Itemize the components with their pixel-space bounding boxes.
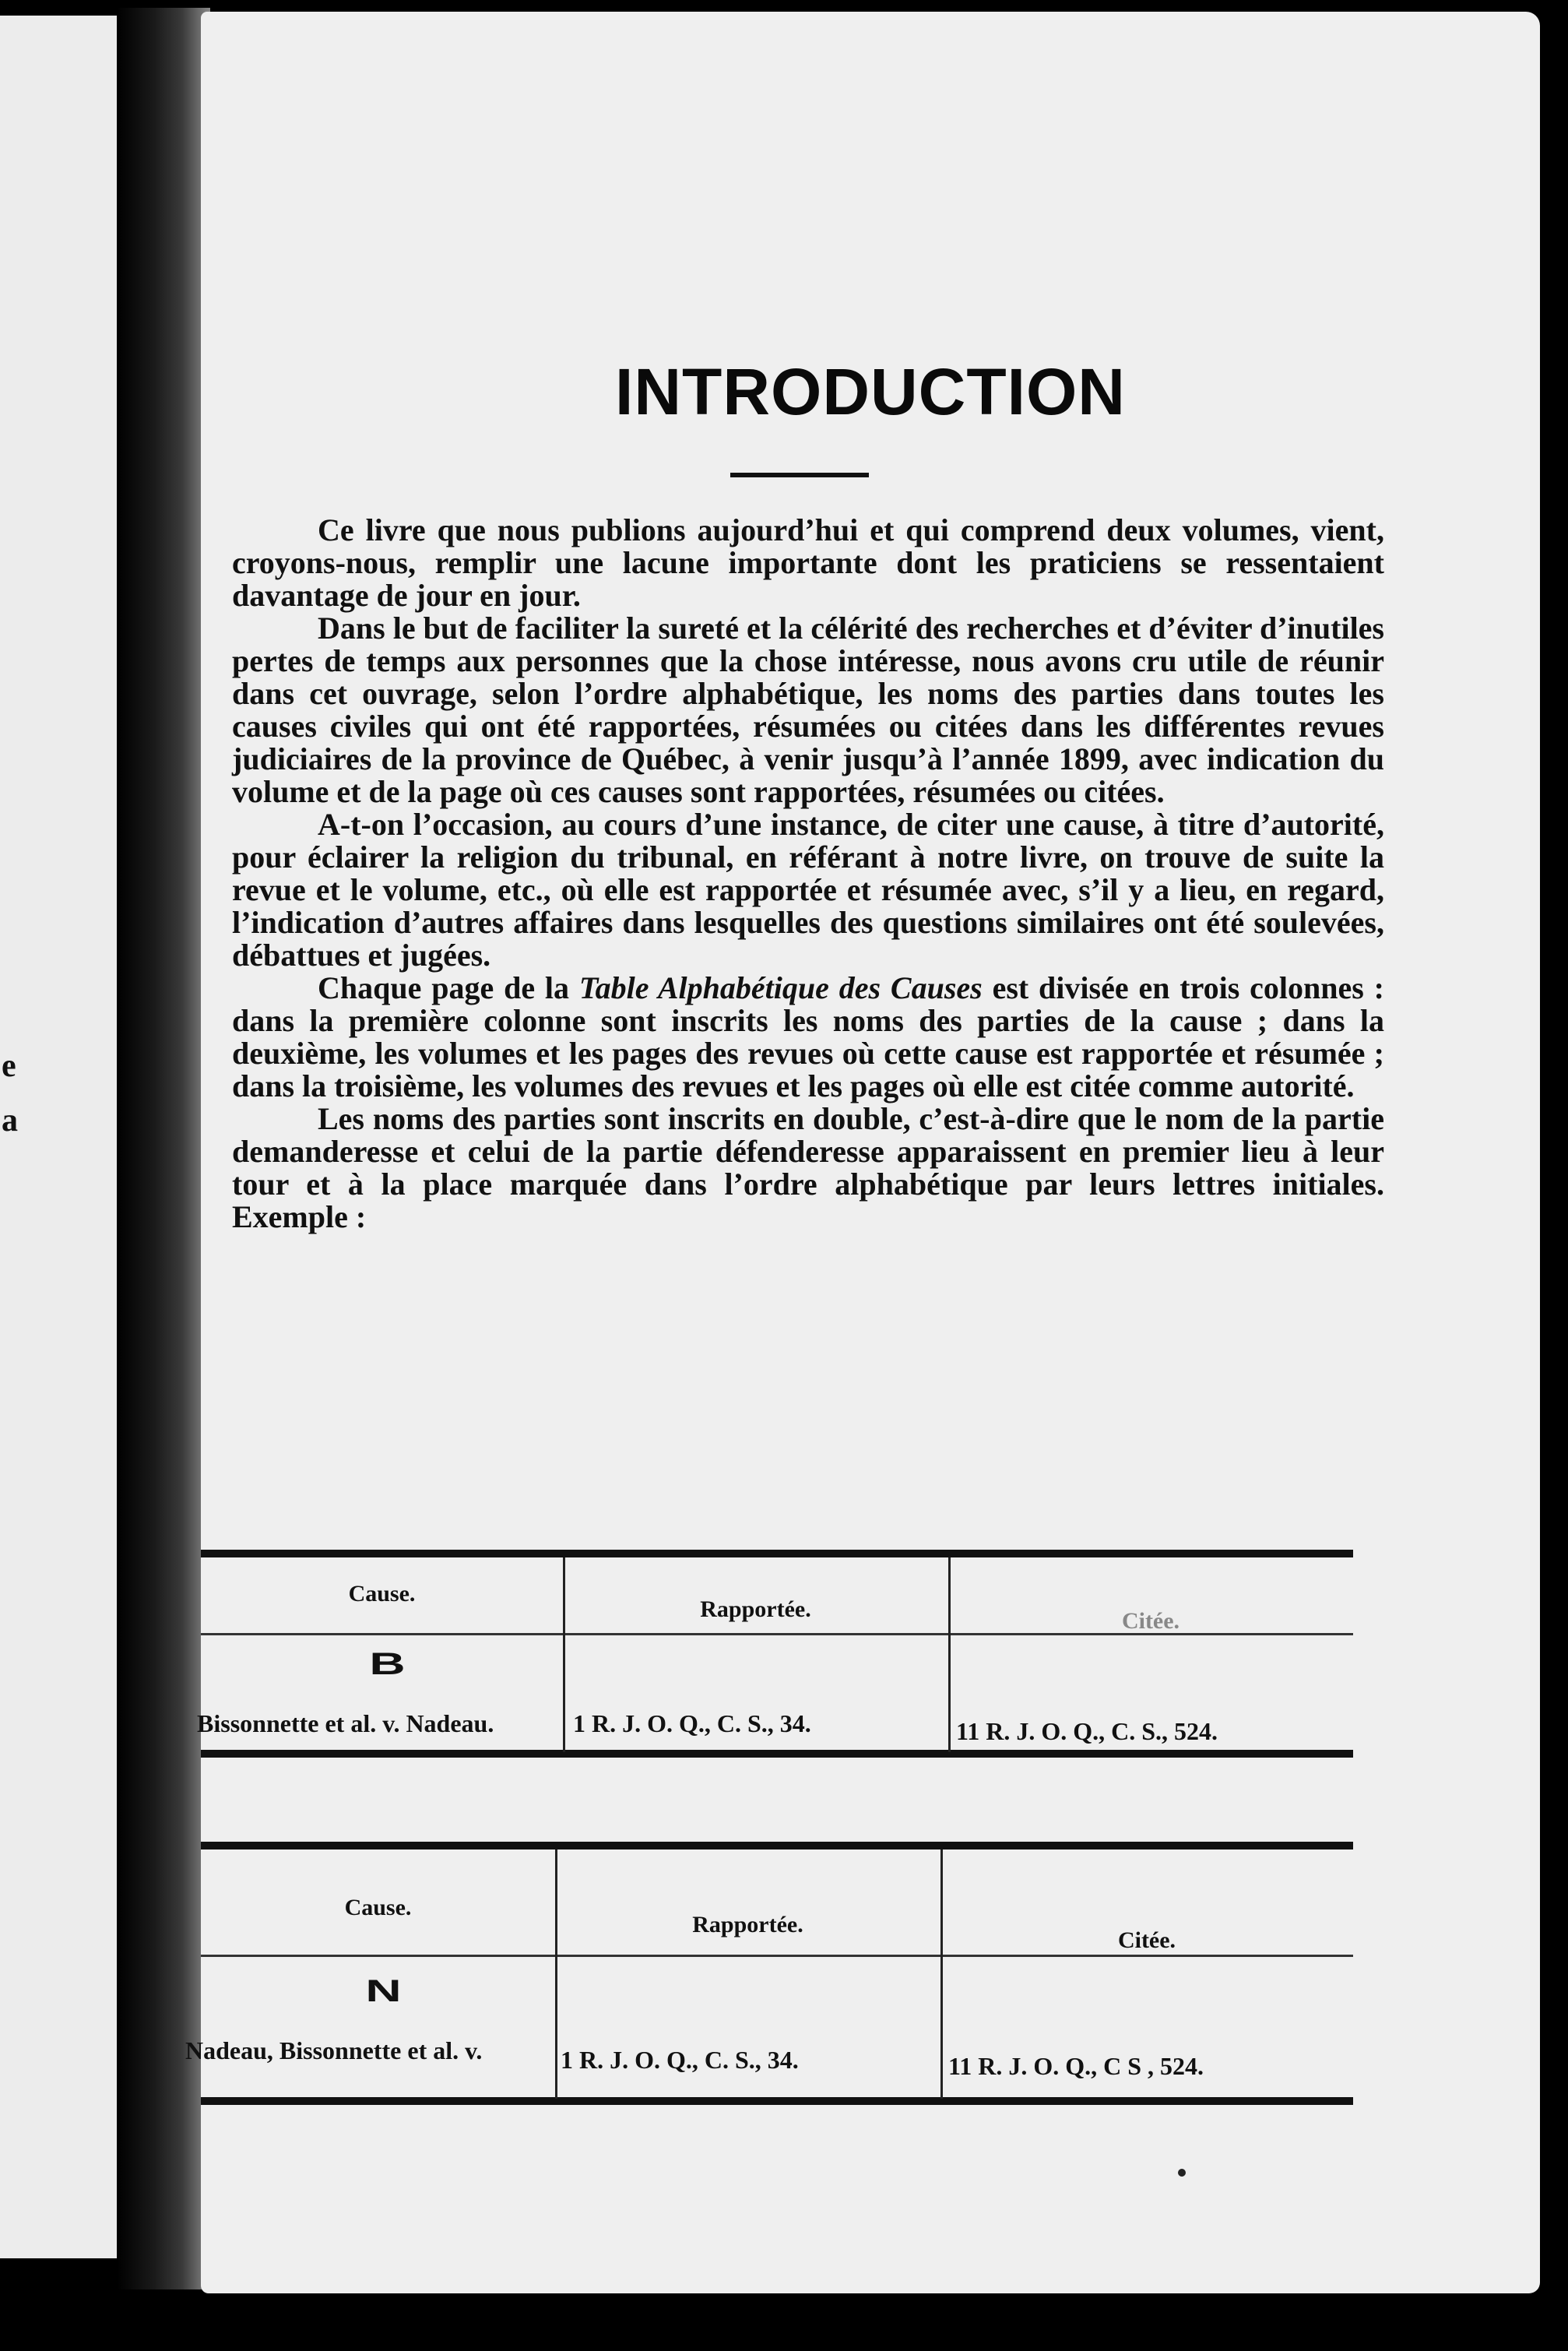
example-table-defendant [185,1842,1353,2138]
header-rapportee: Rapportée. [700,1596,811,1622]
paragraph: Les noms des parties sont inscrits en double, c’est-à-dire que le nom de la partie demanderesse et celui de la partie défenderesse apparaissent en premier lieu à leur tour et à la place marquée dans l’ordre alphabétique par leurs lettres initiales. Exemple : [232,1101,1384,1234]
left-page-edge [0,16,117,2258]
paragraph-text: Chaque page de la [318,970,579,1005]
column-divider [555,1849,557,2099]
column-divider [948,1557,951,1752]
alphabet-letter: N [365,1974,402,2008]
citee-ref: 11 R. J. O. Q., C. S., 524. [956,1717,1218,1745]
table-bottom-rule [201,1750,1353,1758]
header-citee: Citée. [1117,1927,1176,1953]
left-page-fragment: e [2,1048,16,1084]
header-cause: Cause. [348,1581,416,1607]
paragraph: Ce livre que nous publions aujourd’hui et qui comprend deux volumes, vient, croyons-nous, remplir une lacune importante dont les praticiens se ressentaient davantage de jour en jour. [232,512,1384,613]
cause-name: Nadeau, Bissonnette et al. v. [185,2036,483,2064]
header-citee: Citée. [1121,1608,1180,1634]
alphabet-letter: B [369,1647,406,1681]
paragraph: A-t-on l’occasion, au cours d’une instance, de citer une cause, à titre d’autorité, pour éclairer la religion du tribunal, en référant à notre livre, on trouve de suite la revue et le volume, etc., où elle est rapportée et résumée avec, s’il y a lieu, en regard, l’indication d’autres affaires dans lesquelles des questions similaires ont été soulevées, débattues et jugées. [232,807,1384,973]
table-header-rule [201,1955,1353,1957]
example-table-plaintiff [197,1538,1353,1795]
table-top-rule [201,1842,1353,1849]
column-divider [940,1849,943,2099]
page-title: INTRODUCTION [615,355,1126,428]
table-top-rule [201,1550,1353,1557]
table-title-reference: Table Alphabétique des Causes [578,970,983,1005]
rapportee-ref: 1 R. J. O. Q., C. S., 34. [573,1709,811,1737]
left-page-fragment: a [2,1103,18,1139]
paragraph [232,972,1384,1103]
title-underline [730,473,869,477]
introduction-body [232,514,1384,1234]
scan-speck [1178,2169,1186,2177]
cause-name: Bissonnette et al. v. Nadeau. [197,1709,494,1737]
paragraph: Dans le but de faciliter la sureté et la célérité des recherches et d’éviter d’inutiles pertes de temps aux personnes que la chose intéresse, nous avons cru utile de réunir dans cet ouvrage, selon l’ordre alphabétique, les noms des parties dans toutes les causes civiles qui ont été rapportées, résumées ou citées dans les différentes revues judiciaires de la province de Québec, à venir jusqu’à l’année 1899, avec indication du volume et de la page où ces causes sont rapportées, résumées ou citées. [232,611,1384,809]
column-divider [563,1557,565,1752]
header-rapportee: Rapportée. [692,1912,803,1937]
document-page [185,12,1540,2293]
rapportee-ref: 1 R. J. O. Q., C. S., 34. [561,2046,799,2074]
paragraph-text: est divisée en trois colonnes : dans la première colonne sont inscrits les noms des parties de la cause ; dans la deuxième, les volumes et les pages des revues où cette cause est rapportée et résumée ; dans la troisième, les volumes des revues et les pages où elle est citée comme autorité. [232,970,1385,1103]
citee-ref: 11 R. J. O. Q., C S , 524. [948,2052,1204,2080]
book-spine-shadow [117,8,210,2289]
header-cause: Cause. [344,1895,412,1920]
table-bottom-rule [201,2097,1353,2105]
